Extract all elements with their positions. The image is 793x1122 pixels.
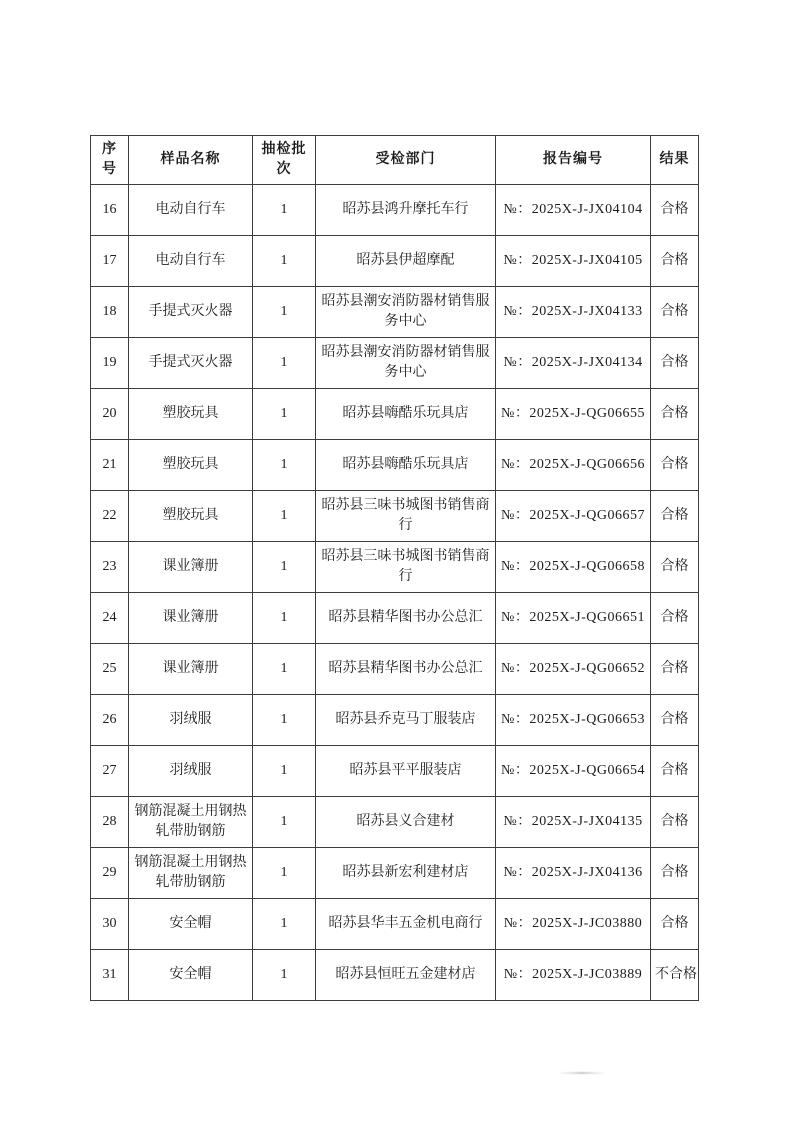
cell-serial: 21 — [91, 440, 129, 491]
table-row — [91, 593, 699, 644]
cell-serial: 25 — [91, 644, 129, 695]
cell-report-no: №：2025X-J-JX04104 — [496, 185, 651, 236]
cell-serial: 31 — [91, 950, 129, 1001]
table-row — [91, 236, 699, 287]
table-row — [91, 746, 699, 797]
cell-sample-name: 电动自行车 — [129, 185, 253, 236]
table-row — [91, 848, 699, 899]
col-header-department: 受检部门 — [316, 136, 496, 185]
cell-batch: 1 — [253, 185, 316, 236]
cell-department: 昭苏县潮安消防器材销售服务中心 — [316, 287, 496, 338]
cell-sample-name: 钢筋混凝土用钢热轧带肋钢筋 — [129, 848, 253, 899]
cell-batch: 1 — [253, 593, 316, 644]
cell-sample-name: 塑胶玩具 — [129, 491, 253, 542]
cell-report-no: №：2025X-J-JX04105 — [496, 236, 651, 287]
cell-department: 昭苏县平平服装店 — [316, 746, 496, 797]
cell-result: 合格 — [651, 746, 699, 797]
cell-result: 合格 — [651, 185, 699, 236]
cell-batch: 1 — [253, 644, 316, 695]
cell-batch: 1 — [253, 950, 316, 1001]
cell-department: 昭苏县潮安消防器材销售服务中心 — [316, 338, 496, 389]
cell-report-no: №：2025X-J-JC03880 — [496, 899, 651, 950]
cell-serial: 17 — [91, 236, 129, 287]
cell-serial: 22 — [91, 491, 129, 542]
cell-batch: 1 — [253, 338, 316, 389]
cell-serial: 16 — [91, 185, 129, 236]
scan-artifact-smudge — [556, 1072, 608, 1074]
inspection-results-table — [90, 135, 699, 1001]
col-header-serial: 序号 — [91, 136, 129, 185]
cell-department: 昭苏县伊超摩配 — [316, 236, 496, 287]
col-header-result: 结果 — [651, 136, 699, 185]
table-row — [91, 389, 699, 440]
table-row — [91, 491, 699, 542]
cell-department: 昭苏县鸿升摩托车行 — [316, 185, 496, 236]
cell-sample-name: 羽绒服 — [129, 746, 253, 797]
cell-batch: 1 — [253, 848, 316, 899]
cell-department: 昭苏县乔克马丁服装店 — [316, 695, 496, 746]
cell-department: 昭苏县嗨酷乐玩具店 — [316, 440, 496, 491]
cell-batch: 1 — [253, 491, 316, 542]
cell-report-no: №：2025X-J-JX04135 — [496, 797, 651, 848]
table-row — [91, 338, 699, 389]
cell-department: 昭苏县恒旺五金建材店 — [316, 950, 496, 1001]
cell-batch: 1 — [253, 746, 316, 797]
cell-serial: 20 — [91, 389, 129, 440]
cell-result: 合格 — [651, 695, 699, 746]
cell-department: 昭苏县华丰五金机电商行 — [316, 899, 496, 950]
cell-sample-name: 安全帽 — [129, 950, 253, 1001]
cell-serial: 24 — [91, 593, 129, 644]
cell-serial: 19 — [91, 338, 129, 389]
cell-report-no: №：2025X-J-QG06656 — [496, 440, 651, 491]
col-header-report-no: 报告编号 — [496, 136, 651, 185]
cell-sample-name: 手提式灭火器 — [129, 338, 253, 389]
cell-batch: 1 — [253, 389, 316, 440]
table-row — [91, 542, 699, 593]
cell-result: 合格 — [651, 542, 699, 593]
table-row — [91, 695, 699, 746]
cell-result: 合格 — [651, 593, 699, 644]
cell-department: 昭苏县三味书城图书销售商行 — [316, 542, 496, 593]
cell-sample-name: 塑胶玩具 — [129, 440, 253, 491]
cell-serial: 26 — [91, 695, 129, 746]
cell-sample-name: 羽绒服 — [129, 695, 253, 746]
cell-result: 合格 — [651, 287, 699, 338]
cell-report-no: №：2025X-J-QG06653 — [496, 695, 651, 746]
header-row — [91, 136, 699, 185]
cell-batch: 1 — [253, 440, 316, 491]
table-row — [91, 797, 699, 848]
cell-serial: 30 — [91, 899, 129, 950]
cell-sample-name: 电动自行车 — [129, 236, 253, 287]
cell-batch: 1 — [253, 287, 316, 338]
cell-report-no: №：2025X-J-QG06651 — [496, 593, 651, 644]
cell-department: 昭苏县嗨酷乐玩具店 — [316, 389, 496, 440]
cell-sample-name: 课业簿册 — [129, 542, 253, 593]
cell-result: 合格 — [651, 491, 699, 542]
table-row — [91, 185, 699, 236]
cell-department: 昭苏县精华图书办公总汇 — [316, 593, 496, 644]
cell-batch: 1 — [253, 236, 316, 287]
cell-report-no: №：2025X-J-QG06655 — [496, 389, 651, 440]
cell-batch: 1 — [253, 797, 316, 848]
cell-batch: 1 — [253, 899, 316, 950]
col-header-sample-name: 样品名称 — [129, 136, 253, 185]
cell-result: 不合格 — [651, 950, 699, 1001]
cell-report-no: №：2025X-J-QG06652 — [496, 644, 651, 695]
cell-result: 合格 — [651, 440, 699, 491]
cell-sample-name: 安全帽 — [129, 899, 253, 950]
cell-report-no: №：2025X-J-QG06658 — [496, 542, 651, 593]
cell-result: 合格 — [651, 899, 699, 950]
table-row — [91, 287, 699, 338]
cell-department: 昭苏县精华图书办公总汇 — [316, 644, 496, 695]
cell-serial: 29 — [91, 848, 129, 899]
cell-result: 合格 — [651, 338, 699, 389]
cell-sample-name: 塑胶玩具 — [129, 389, 253, 440]
cell-result: 合格 — [651, 848, 699, 899]
table-row — [91, 644, 699, 695]
table-row — [91, 440, 699, 491]
cell-sample-name: 课业簿册 — [129, 593, 253, 644]
cell-result: 合格 — [651, 644, 699, 695]
cell-result: 合格 — [651, 389, 699, 440]
cell-result: 合格 — [651, 797, 699, 848]
cell-batch: 1 — [253, 695, 316, 746]
cell-report-no: №：2025X-J-JC03889 — [496, 950, 651, 1001]
cell-result: 合格 — [651, 236, 699, 287]
cell-sample-name: 课业簿册 — [129, 644, 253, 695]
cell-report-no: №：2025X-J-JX04136 — [496, 848, 651, 899]
cell-sample-name: 手提式灭火器 — [129, 287, 253, 338]
cell-sample-name: 钢筋混凝土用钢热轧带肋钢筋 — [129, 797, 253, 848]
cell-serial: 18 — [91, 287, 129, 338]
table-row — [91, 950, 699, 1001]
cell-report-no: №：2025X-J-QG06657 — [496, 491, 651, 542]
cell-batch: 1 — [253, 542, 316, 593]
table-row — [91, 899, 699, 950]
cell-report-no: №：2025X-J-QG06654 — [496, 746, 651, 797]
cell-department: 昭苏县新宏利建材店 — [316, 848, 496, 899]
cell-department: 昭苏县义合建材 — [316, 797, 496, 848]
cell-serial: 23 — [91, 542, 129, 593]
cell-department: 昭苏县三味书城图书销售商行 — [316, 491, 496, 542]
cell-serial: 27 — [91, 746, 129, 797]
col-header-batch: 抽检批次 — [253, 136, 316, 185]
cell-serial: 28 — [91, 797, 129, 848]
cell-report-no: №：2025X-J-JX04134 — [496, 338, 651, 389]
cell-report-no: №：2025X-J-JX04133 — [496, 287, 651, 338]
